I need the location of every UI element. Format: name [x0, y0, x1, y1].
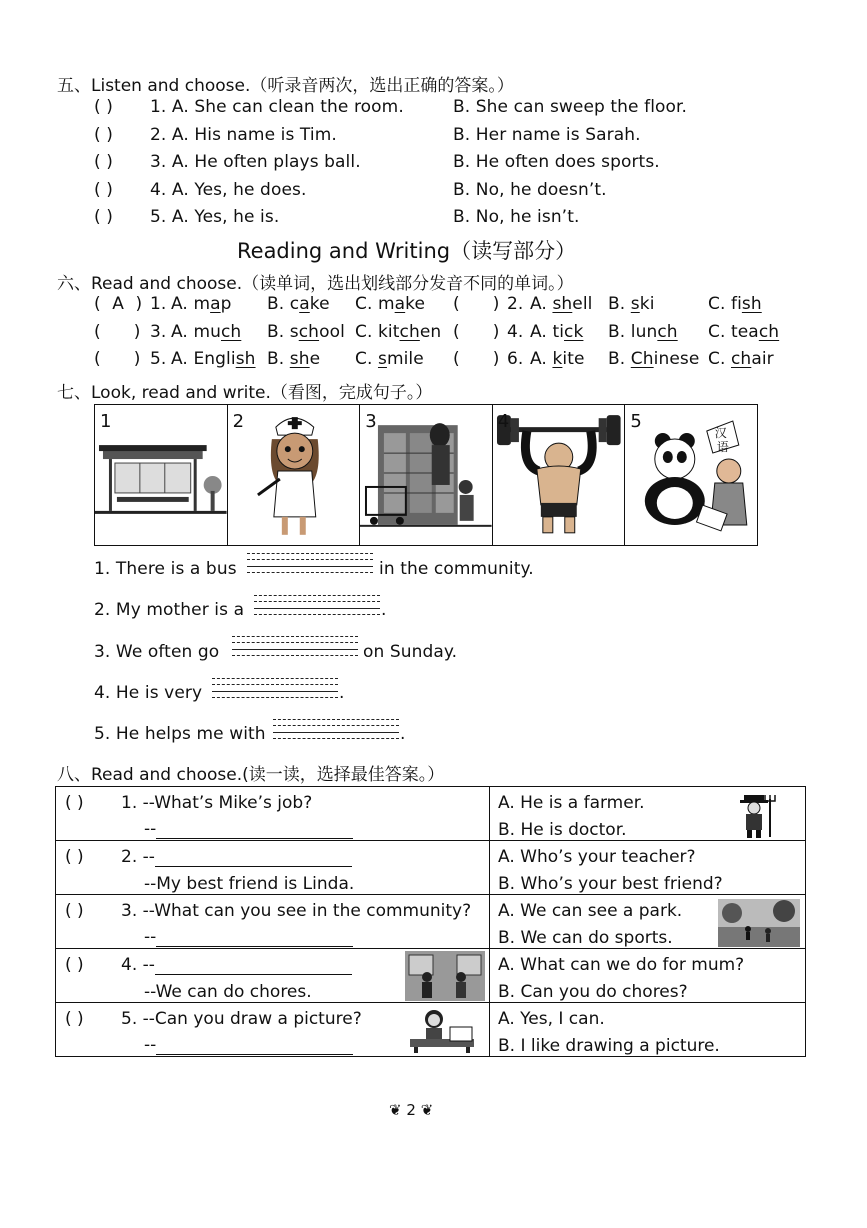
- s8-answer-line-3[interactable]: --: [144, 927, 353, 947]
- s6-qnum-3: 3.: [150, 322, 167, 342]
- s5-paren-1[interactable]: ( ): [94, 97, 113, 117]
- s7-sentence-2-post: .: [381, 600, 387, 620]
- s6-paren-6[interactable]: ( ): [453, 349, 500, 369]
- table-row: [56, 895, 806, 949]
- s6-q1-b: B. cake: [267, 294, 330, 314]
- s7-sentence-1-pre: 1. There is a bus: [94, 559, 237, 579]
- picture5-char-2: 语: [717, 440, 730, 454]
- s8-option-b-4: B. Can you do chores?: [498, 982, 688, 1002]
- chores-picture-icon: [405, 951, 485, 1001]
- s6-q6-c: C. chair: [708, 349, 774, 369]
- s6-q5-b: B. she: [267, 349, 321, 369]
- section7-heading: 七、Look, read and write.（看图，完成句子。）: [57, 383, 433, 403]
- s8-option-cell-4: [490, 949, 806, 1003]
- s6-paren-2[interactable]: ( ): [453, 294, 500, 314]
- s8-q-3: 3. --What can you see in the community?: [121, 901, 472, 921]
- picture-number-5: 5: [630, 411, 642, 432]
- s8-option-cell-1: [490, 787, 806, 841]
- s5-paren-2[interactable]: ( ): [94, 125, 113, 145]
- s6-paren-5[interactable]: ( ): [94, 349, 141, 369]
- s6-paren-1[interactable]: ( A ): [94, 294, 143, 314]
- s8-question-cell-5: [56, 1003, 490, 1057]
- s5-option-a-5: 5. A. Yes, he is.: [150, 207, 280, 227]
- page-number-value: 2: [406, 1101, 416, 1119]
- s5-option-a-4: 4. A. Yes, he does.: [150, 180, 307, 200]
- picture-supermarket: [360, 405, 493, 545]
- weightlifter-illustration: [493, 405, 625, 545]
- s8-option-a-4: A. What can we do for mum?: [498, 955, 745, 975]
- s8-option-a-5: A. Yes, I can.: [498, 1009, 605, 1029]
- s6-q4-b: B. lunch: [608, 322, 678, 342]
- bus-stop-illustration: [95, 405, 227, 545]
- s6-paren-3[interactable]: ( ): [94, 322, 141, 342]
- s7-sentence-1-post: in the community.: [379, 559, 534, 579]
- section6-heading: 六、Read and choose.（读单词，选出划线部分发音不同的单词。）: [57, 274, 574, 294]
- s8-paren-2[interactable]: ( ): [65, 847, 84, 867]
- s6-q1-c: C. make: [355, 294, 426, 314]
- page-number: [389, 1101, 433, 1119]
- s8-answer-line-4[interactable]: 4. --: [121, 955, 352, 975]
- s7-sentence-4-post: .: [339, 683, 345, 703]
- s6-qnum-4: 4.: [507, 322, 524, 342]
- s8-q-2: --My best friend is Linda.: [144, 874, 355, 894]
- s8-option-cell-2: [490, 841, 806, 895]
- part-title: Reading and Writing（读写部分）: [237, 239, 577, 263]
- s6-q4-c: C. teach: [708, 322, 780, 342]
- s8-option-cell-5: [490, 1003, 806, 1057]
- s6-q2-a: A. shell: [530, 294, 593, 314]
- s8-question-cell-4: [56, 949, 490, 1003]
- park-picture-icon: [718, 899, 800, 947]
- s6-q6-b: B. Chinese: [608, 349, 700, 369]
- farmer-icon: [734, 791, 780, 839]
- s8-paren-1[interactable]: ( ): [65, 793, 84, 813]
- s7-sentence-5-post: .: [400, 724, 406, 744]
- picture-panda-chinese: [625, 405, 757, 545]
- s7-sentence-5-pre: 5. He helps me with: [94, 724, 266, 744]
- s6-qnum-2: 2.: [507, 294, 524, 314]
- panda-chinese-illustration: [625, 405, 757, 545]
- s6-q3-c: C. kitchen: [355, 322, 442, 342]
- s6-q5-c: C. smile: [355, 349, 424, 369]
- s8-q-1: 1. --What’s Mike’s job?: [121, 793, 313, 813]
- s6-q3-a: A. much: [171, 322, 242, 342]
- s6-qnum-6: 6.: [507, 349, 524, 369]
- s6-q2-b: B. ski: [608, 294, 655, 314]
- s8-option-a-1: A. He is a farmer.: [498, 793, 645, 813]
- nurse-illustration: [228, 405, 360, 545]
- s8-option-b-5: B. I like drawing a picture.: [498, 1036, 720, 1056]
- s5-paren-5[interactable]: ( ): [94, 207, 113, 227]
- s6-q2-c: C. fish: [708, 294, 762, 314]
- s5-option-a-3: 3. A. He often plays ball.: [150, 152, 361, 172]
- s7-blank-4[interactable]: [212, 678, 338, 698]
- s8-q-4: --We can do chores.: [144, 982, 312, 1002]
- s6-qnum-1: 1.: [150, 294, 167, 314]
- picture-number-1: 1: [100, 411, 112, 432]
- s7-sentence-3-post: on Sunday.: [363, 642, 458, 662]
- section5-heading: 五、Listen and choose.（听录音两次，选出正确的答案。）: [57, 76, 514, 96]
- s5-option-b-5: B. No, he isn’t.: [453, 207, 580, 227]
- s6-q4-a: A. tick: [530, 322, 584, 342]
- s7-sentence-2-pre: 2. My mother is a: [94, 600, 245, 620]
- section8-heading: 八、Read and choose.(读一读，选择最佳答案。）: [57, 765, 445, 785]
- s8-answer-line-5[interactable]: --: [144, 1035, 353, 1055]
- s8-question-cell-1: [56, 787, 490, 841]
- picture-nurse: [228, 405, 361, 545]
- s8-option-b-3: B. We can do sports.: [498, 928, 673, 948]
- s5-paren-3[interactable]: ( ): [94, 152, 113, 172]
- table-row: [56, 841, 806, 895]
- s5-option-a-2: 2. A. His name is Tim.: [150, 125, 337, 145]
- s5-option-b-1: B. She can sweep the floor.: [453, 97, 688, 117]
- picture-number-3: 3: [365, 411, 377, 432]
- s8-answer-line-1[interactable]: --: [144, 819, 353, 839]
- s8-paren-4[interactable]: ( ): [65, 955, 84, 975]
- page-ornament-left: ❦: [389, 1101, 402, 1119]
- s7-sentence-4-pre: 4. He is very: [94, 683, 203, 703]
- s8-question-cell-2: [56, 841, 490, 895]
- s6-q1-a: A. map: [171, 294, 232, 314]
- s7-blank-3[interactable]: [232, 636, 358, 656]
- table-row: [56, 787, 806, 841]
- s8-option-cell-3: [490, 895, 806, 949]
- s8-option-a-3: A. We can see a park.: [498, 901, 683, 921]
- s5-option-a-1: 1. A. She can clean the room.: [150, 97, 404, 117]
- s8-option-a-2: A. Who’s your teacher?: [498, 847, 696, 867]
- s8-paren-3[interactable]: ( ): [65, 901, 84, 921]
- drawing-picture-icon: [406, 1007, 478, 1053]
- s5-option-b-4: B. No, he doesn’t.: [453, 180, 607, 200]
- s6-q3-b: B. school: [267, 322, 345, 342]
- s6-paren-4[interactable]: ( ): [453, 322, 500, 342]
- s8-option-b-2: B. Who’s your best friend?: [498, 874, 723, 894]
- page-ornament-right: ❦: [420, 1101, 434, 1119]
- s8-q-5: 5. --Can you draw a picture?: [121, 1009, 362, 1029]
- supermarket-illustration: [360, 405, 492, 545]
- s5-option-b-3: B. He often does sports.: [453, 152, 660, 172]
- section8-table: [55, 786, 806, 1057]
- s8-answer-line-2[interactable]: 2. --: [121, 847, 352, 867]
- table-row: [56, 1003, 806, 1057]
- s6-answer-1: A: [112, 294, 124, 314]
- s8-option-b-1: B. He is doctor.: [498, 820, 627, 840]
- s8-question-cell-3: [56, 895, 490, 949]
- picture-strip: [94, 404, 758, 546]
- s6-q6-a: A. kite: [530, 349, 585, 369]
- s7-blank-1[interactable]: [247, 553, 373, 573]
- s5-option-b-2: B. Her name is Sarah.: [453, 125, 641, 145]
- picture5-char-1: 汉: [715, 426, 728, 440]
- picture-number-2: 2: [232, 411, 245, 432]
- s6-qnum-5: 5.: [150, 349, 167, 369]
- s6-q5-a: A. English: [171, 349, 256, 369]
- s5-paren-4[interactable]: ( ): [94, 180, 113, 200]
- picture-bus-stop: [95, 405, 228, 545]
- s8-paren-5[interactable]: ( ): [65, 1009, 84, 1029]
- table-row: [56, 949, 806, 1003]
- picture-strong-man: [493, 405, 626, 545]
- s7-sentence-3-pre: 3. We often go: [94, 642, 220, 662]
- s7-blank-5[interactable]: [273, 719, 399, 739]
- picture-number-4: 4: [497, 411, 510, 432]
- s7-blank-2[interactable]: [254, 595, 380, 615]
